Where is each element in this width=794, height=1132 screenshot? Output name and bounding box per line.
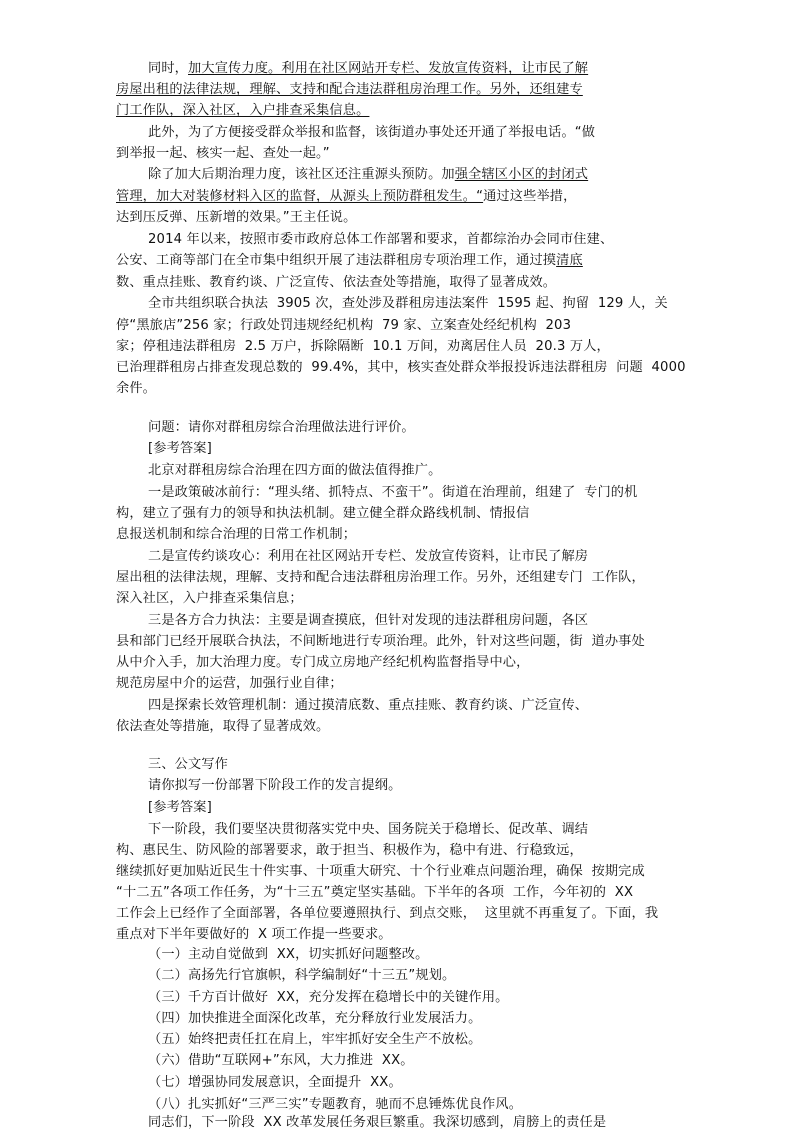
underlined-text: 管理，加大对装修材料入区的监督，从源头上预防群租发生。“ — [116, 189, 484, 204]
text-line: 继续抓好更加贴近民生十件实事、十项重大研究、十个行业难点问题治理，确保 按期完成 — [116, 864, 645, 879]
text-line: 请你拟写一份部署下阶段工作的发言提纲。 — [148, 778, 402, 793]
text-line: （三）千方百计做好 XX，充分发挥在稳增长中的关键作用。 — [148, 990, 509, 1005]
text-line: “十二五”各项工作任务，为“十三五”奠定坚实基础。下半年的各项 工作，今年初的 XX — [116, 885, 634, 900]
text-line: 管理，加大对装修材料入区的监督，从源头上预防群租发生。“通过这些举措， — [116, 189, 577, 204]
text-line: 四是探索长效管理机制：通过摸清底数、重点挂账、教育约谈、广泛宣传、 — [148, 698, 589, 713]
text-line: （六）借助“互联网+”东风，大力推进 XX。 — [148, 1053, 414, 1068]
text-line: 2014 年以来，按照市委市政府总体工作部署和要求，首都综治办会同市住建、 — [148, 232, 614, 247]
text-line: 从中介入手，加大治理力度。专门成立房地产经纪机构监督指导中心， — [116, 655, 530, 670]
text-line: 余件。 — [116, 381, 157, 396]
text-line: （一）主动自觉做到 XX，切实抓好问题整改。 — [148, 947, 429, 962]
text-line: 北京对群租房综合治理在四方面的做法值得推广。 — [148, 463, 442, 478]
text-line: 二是宣传约谈攻心：利用在社区网站开专栏、发放宣传资料，让市民了解房 — [148, 549, 589, 564]
underlined-text: 强全辖区小区的封闭式 — [454, 167, 589, 182]
text-line: 县和部门已经开展联合执法，不间断地进行专项治理。此外，针对这些问题，街 道办事处 — [116, 634, 645, 649]
underlined-text: 加大宣传力度。利用在社区网站开专栏、发放宣传资料，让市民了解 — [188, 61, 589, 76]
text-line: 构，建立了强有力的领导和执法机制。建立健全群众路线机制、情报信 — [116, 506, 530, 521]
text-line: 同志们，下一阶段 XX 改革发展任务艰巨繁重。我深切感到，肩膀上的责任是 — [148, 1115, 607, 1130]
text-line: 此外，为了方便接受群众举报和监督，该街道办事处还开通了举报电话。“做 — [148, 125, 596, 140]
text-line: 依法查处等措施，取得了显著成效。 — [116, 719, 330, 734]
text-line: 已治理群租房占排查发现总数的 99.4%，其中，核实查处群众举报投诉违法群租房 问题 4000 — [116, 360, 686, 375]
text-line: （二）高扬先行官旗帜，科学编制好“十三五”规划。 — [148, 968, 456, 983]
text-line: 一是政策破冰前行：“理头绪、抓特点、不蛮干”。街道在治理前，组建了 专门的机 — [148, 485, 638, 500]
text-line: 规范房屋中介的运营，加强行业自律； — [116, 676, 343, 691]
text-line: 公安、工商等部门在全市集中组织开展了违法群租房专项治理工作，通过摸清底 — [116, 253, 583, 268]
text-line: [参考答案] — [148, 800, 212, 815]
text-line: （五）始终把责任扛在肩上，牢牢抓好安全生产不放松。 — [148, 1032, 482, 1047]
text-line: 下一阶段，我们要坚决贯彻落实党中央、国务院关于稳增长、促改革、调结 — [148, 822, 589, 837]
text-line: 数、重点挂账、教育约谈、广泛宣传、依法查处等措施，取得了显著成效。 — [116, 275, 557, 290]
underlined-text: 房屋出租的法律法规，理解、支持和配合违法群租房治理工作。另外，还组建专 — [116, 82, 583, 97]
text-line: 到举报一起、核实一起、查处一起。” — [116, 146, 330, 161]
text-line: 同时，加大宣传力度。利用在社区网站开专栏、发放宣传资料，让市民了解 — [148, 61, 589, 76]
text-line: [参考答案] — [148, 441, 212, 456]
text-line: 深入社区，入户排查采集信息； — [116, 591, 303, 606]
text-line: 家；停租违法群租房 2.5 万户，拆除隔断 10.1 万间，劝离居住人员 20.3 万人， — [116, 339, 610, 354]
underlined-text: 门工作队，深入社区，入户排查采集信息。 — [116, 103, 370, 118]
text-line: 构、惠民生、防风险的部署要求，敢于担当、积极作为，稳中有进、行稳致远， — [116, 843, 583, 858]
text-line: 除了加大后期治理力度，该社区还注重源头预防。加强全辖区小区的封闭式 — [148, 167, 589, 182]
text-line: 屋出租的法律法规，理解、支持和配合违法群租房治理工作。另外，还组建专门 工作队， — [116, 570, 645, 585]
text-line: 停“黑旅店”256 家；行政处罚违规经纪机构 79 家、立案查处经纪机构 203 — [116, 318, 572, 333]
text-line: 工作会上已经作了全面部署，各单位要遵照执行、到点交账， 这里就不再重复了。下面，我 — [116, 906, 659, 921]
text-line: 三是各方合力执法：主要是调查摸底，但针对发现的违法群租房问题，各区 — [148, 613, 589, 628]
text-line: （八）扎实抓好“三严三实”专题教育，驰而不息锤炼优良作风。 — [148, 1097, 523, 1112]
text-line: 问题：请你对群租房综合治理做法进行评价。 — [148, 420, 415, 435]
text-line: 息报送机制和综合治理的日常工作机制； — [116, 527, 357, 542]
text-line: 重点对下半年要做好的 X 项工作提一些要求。 — [116, 927, 392, 942]
text-line: 达到压反弹、压新增的效果。”王主任说。 — [116, 210, 357, 225]
text-line — [116, 81, 583, 99]
text-line — [116, 102, 369, 120]
text-line: （七）增强协同发展意识，全面提升 XX。 — [148, 1075, 402, 1090]
text-line: 三、公文写作 — [148, 757, 229, 772]
underlined-text: 清底 — [556, 253, 583, 268]
text-line: （四）加快推进全面深化改革，充分释放行业发展活力。 — [148, 1011, 482, 1026]
text-line: 全市共组织联合执法 3905 次，查处涉及群租房违法案件 1595 起、拘留 129 人，关 — [148, 296, 668, 311]
